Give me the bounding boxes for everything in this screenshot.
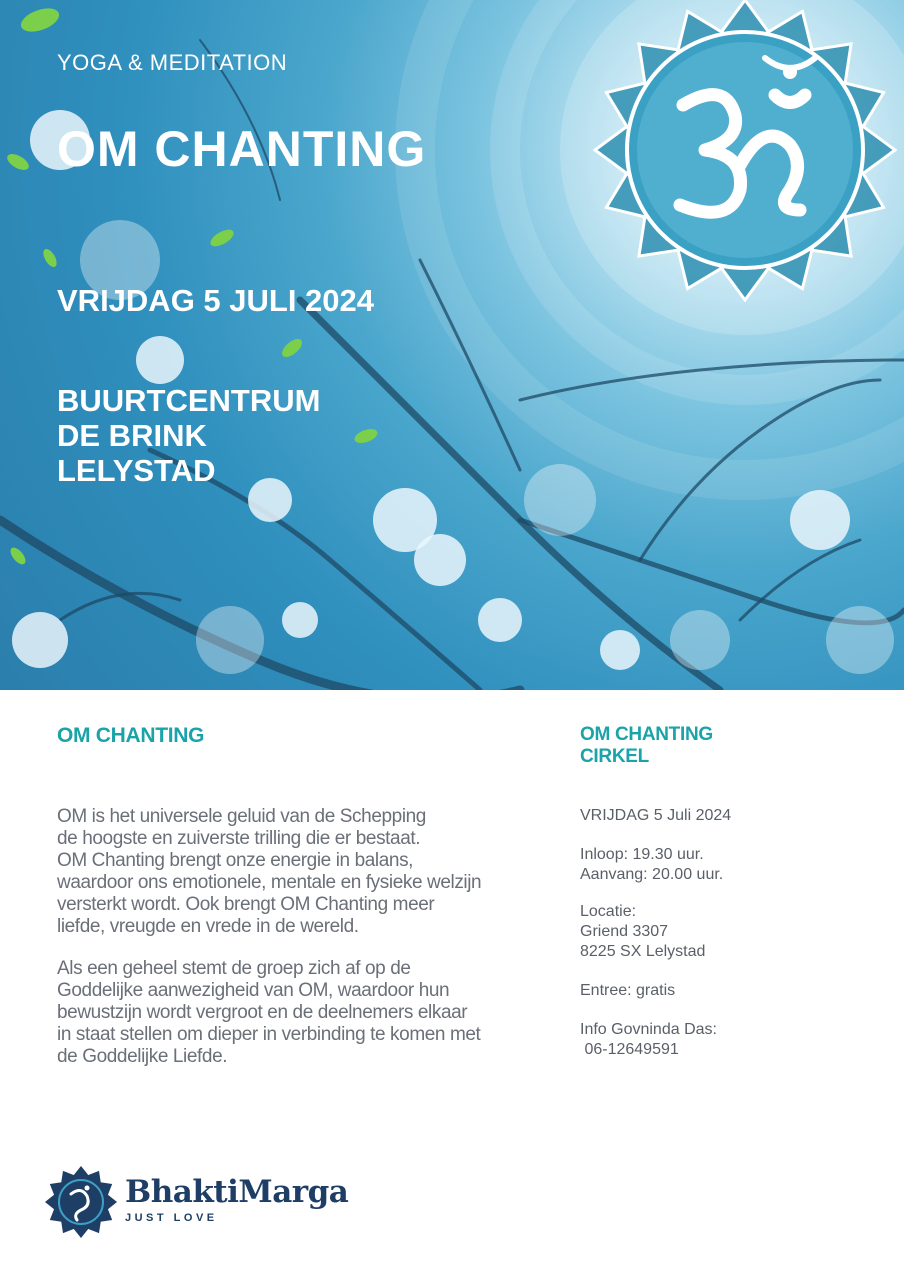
details-contact	[580, 1020, 717, 1060]
text-line: OM is het universele geluid van de Schepping	[57, 806, 426, 827]
time-line: Inloop: 19.30 uur.	[580, 846, 704, 863]
contact-line: 06-12649591	[580, 1041, 679, 1058]
text-line: waardoor ons emotionele, mentale en fysieke welzijn	[57, 872, 482, 893]
time-line: Aanvang: 20.00 uur.	[580, 866, 724, 883]
entry-text: Entree: gratis	[580, 982, 676, 999]
contact-line: Info Govninda Das:	[580, 1021, 717, 1038]
heading-line: CIRKEL	[580, 746, 649, 767]
brand-name: BhaktiMarga	[125, 1174, 349, 1210]
event-category: YOGA & MEDITATION	[57, 50, 288, 75]
text-line: OM Chanting brengt onze energie in balans,	[57, 850, 414, 871]
text-line: Goddelijke aanwezigheid van OM, waardoor hun	[57, 980, 450, 1001]
text-line: in staat stellen om dieper in verbinding te komen met	[57, 1024, 481, 1045]
text-line: liefde, vreugde en vrede in de wereld.	[57, 916, 359, 937]
text-line: de hoogste en zuiverste trilling die er bestaat.	[57, 828, 421, 849]
venue-line: BUURTCENTRUM	[57, 383, 321, 418]
description-heading: OM CHANTING	[57, 724, 205, 747]
details-entry	[580, 981, 675, 1001]
details-times	[580, 845, 723, 885]
text-line: bewustzijn wordt vergroot en de deelnemers elkaar	[57, 1002, 468, 1023]
details-heading	[580, 724, 713, 768]
event-date: VRIJDAG 5 JULI 2024	[57, 283, 375, 318]
venue-line: DE BRINK	[57, 418, 207, 453]
event-venue	[57, 383, 320, 488]
details-location	[580, 902, 705, 962]
location-line: 8225 SX Lelystad	[580, 943, 706, 960]
text-line: versterkt wordt. Ook brengt OM Chanting meer	[57, 894, 435, 915]
brand-tagline: JUST LOVE	[125, 1212, 218, 1224]
heading-line: OM CHANTING	[580, 724, 713, 745]
date-text: VRIJDAG 5 Juli 2024	[580, 807, 732, 824]
text-line: de Goddelijke Liefde.	[57, 1046, 228, 1067]
location-line: Griend 3307	[580, 923, 669, 940]
details-date	[580, 806, 731, 826]
venue-line: LELYSTAD	[57, 453, 216, 488]
page-title: OM CHANTING	[57, 121, 427, 177]
bhaktimarga-lotus-icon	[44, 1165, 118, 1239]
text-line: Als een geheel stemt de groep zich af op de	[57, 958, 411, 979]
description-paragraph-1	[57, 806, 557, 938]
description-paragraph-2	[57, 958, 557, 1068]
location-line: Locatie:	[580, 903, 637, 920]
